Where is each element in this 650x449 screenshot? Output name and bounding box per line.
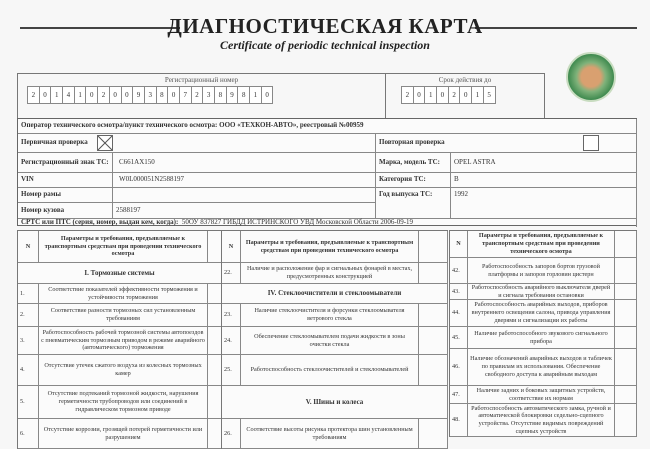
registration-digit: 2 — [97, 86, 110, 104]
item-text: Соответствие показателей эффективности торможения и устойчивости торможения — [39, 284, 208, 303]
item-number: 24. — [222, 327, 241, 354]
plate-value: С661АХ150 — [113, 153, 376, 173]
item-number: 26. — [222, 419, 241, 448]
item-number: 4. — [18, 355, 39, 385]
primary-check-checkbox[interactable] — [97, 135, 113, 151]
table-row — [450, 284, 637, 300]
primary-check-label: Первичная проверка — [18, 134, 376, 153]
item-text: Отсутствие коррозии, грозящей потерей герметичности или разрушением — [39, 419, 208, 448]
item-mark-cell[interactable] — [615, 327, 637, 348]
registration-doc-label: СРТС или ПТС (серия, номер, выдан кем, когда): — [21, 218, 179, 227]
make-value: OPEL ASTRA — [451, 153, 637, 173]
item-mark-cell[interactable] — [208, 304, 222, 326]
registration-digit: 8 — [237, 86, 250, 104]
item-mark-cell[interactable] — [615, 404, 637, 436]
mark-column-header — [419, 231, 448, 262]
validity-digit: 1 — [424, 86, 437, 104]
validity-digit: 0 — [413, 86, 426, 104]
table-row — [450, 386, 637, 404]
checklist-table-3 — [449, 230, 637, 437]
validity-digit: 1 — [471, 86, 484, 104]
item-text: Работоспособность аварийного выключателя дверей и сигнала требования остановки — [468, 284, 615, 299]
registration-number-label: Регистрационный номер — [164, 76, 239, 84]
repeat-check-label: Повторная проверка — [376, 134, 637, 153]
item-number: 6. — [18, 419, 39, 448]
category-label: Категория ТС: — [376, 173, 451, 188]
table-row — [222, 263, 448, 284]
section-row — [222, 284, 448, 304]
section-row — [222, 386, 448, 419]
registration-digit: 2 — [191, 86, 204, 104]
item-text: Обеспечение стеклоомывателем подачи жидкости в зоны очистки стекла — [241, 327, 419, 354]
item-number: 5. — [18, 386, 39, 418]
table-row — [18, 284, 222, 304]
item-number: 42. — [450, 258, 468, 283]
cross-mark-icon — [98, 136, 112, 150]
item-text: Наличие работоспособного звукового сигнального прибора — [468, 327, 615, 348]
item-number: 1. — [18, 284, 39, 303]
validity-digit: 0 — [459, 86, 472, 104]
table-row — [222, 419, 448, 449]
item-mark-cell[interactable] — [615, 349, 637, 385]
item-text: Соответствие высоты рисунка протектора шин установленным требованиям — [241, 419, 419, 448]
mark-column-header — [208, 231, 222, 262]
table-row — [18, 355, 222, 386]
checklist-table-2 — [221, 230, 448, 449]
section-title: V. Шины и колеса — [222, 386, 448, 418]
emblem-logo — [566, 52, 616, 102]
item-number: 23. — [222, 304, 241, 326]
registration-digit: 0 — [261, 86, 274, 104]
validity-label: Срок действия до — [438, 76, 492, 84]
mark-column-header — [615, 231, 637, 257]
registration-digit: 0 — [109, 86, 122, 104]
vehicle-info-table — [17, 118, 637, 226]
table-row — [450, 404, 637, 437]
checklist-table-1 — [17, 230, 222, 449]
registration-doc-value: 50ОУ 837827 ГИБДД ИСТРИНСКОГО УВД Московской Области 2006-09-19 — [181, 218, 414, 227]
table-row — [222, 355, 448, 386]
table-row — [18, 304, 222, 327]
item-text: Работоспособность рабочей тормозной системы автопоездов с пневматическим тормозным приводом в режиме аварийного (автоматического) торможения — [39, 327, 208, 354]
item-number: 25. — [222, 355, 241, 385]
registration-digit: 7 — [179, 86, 192, 104]
registration-digit: 4 — [62, 86, 75, 104]
section-title: IV. Стеклоочистители и стеклоомыватели — [222, 284, 448, 303]
registration-digits — [28, 86, 273, 104]
param-column-header: Параметры и требования, предъявляемые к транспортным средствам при проведении технического осмотра — [241, 231, 419, 262]
item-text: Наличие задних и боковых защитных устройств, соответствие их нормам — [468, 386, 615, 403]
table-row — [18, 419, 222, 449]
validity-digits — [402, 86, 496, 104]
item-number: 44. — [450, 300, 468, 326]
registration-digit: 9 — [132, 86, 145, 104]
table-row — [450, 349, 637, 386]
registration-digit: 0 — [121, 86, 134, 104]
plate-label: Регистрационный знак ТС: — [18, 153, 113, 173]
table-row — [450, 258, 637, 284]
validity-digit: 0 — [436, 86, 449, 104]
frame-label: Номер рамы — [18, 188, 113, 203]
item-text: Наличие обозначений аварийных выходов и табличек по правилам их использования. Обеспечение свободного доступа к аварийным выходам — [468, 349, 615, 385]
frame-value — [113, 188, 376, 203]
registration-digit: 2 — [27, 86, 40, 104]
item-mark-cell[interactable] — [208, 419, 222, 448]
vin-label: VIN — [18, 173, 113, 188]
item-number: 43. — [450, 284, 468, 299]
item-number: 3. — [18, 327, 39, 354]
registration-digit: 0 — [39, 86, 52, 104]
n-column-header: N — [222, 231, 241, 262]
item-mark-cell[interactable] — [419, 355, 448, 385]
section-title: I. Тормозные системы — [18, 263, 222, 283]
item-text: Работоспособность аварийных выходов, приборов внутреннего освещения салона, привода управления дверями и сигнализации их работы — [468, 300, 615, 326]
item-mark-cell[interactable] — [208, 327, 222, 354]
validity-digit: 2 — [401, 86, 414, 104]
body-value: 2588197 — [113, 203, 376, 219]
item-number: 46. — [450, 349, 468, 385]
item-mark-cell[interactable] — [615, 284, 637, 299]
item-mark-cell[interactable] — [615, 386, 637, 403]
validity-digit: 2 — [448, 86, 461, 104]
vin-value: W0L000051N2588197 — [113, 173, 376, 188]
table-row — [450, 300, 637, 327]
validity-digit: 5 — [483, 86, 496, 104]
item-number: 45. — [450, 327, 468, 348]
section-row — [18, 263, 222, 284]
table-row — [222, 304, 448, 327]
item-number: 2. — [18, 304, 39, 326]
table-header-row — [18, 231, 222, 263]
page-title: ДИАГНОСТИЧЕСКАЯ КАРТА — [167, 14, 483, 38]
make-label: Марка, модель ТС: — [376, 153, 451, 173]
year-value: 1992 — [451, 188, 637, 219]
item-text: Наличие стеклоочистителя и форсунки стеклоомывателя ветрового стекла — [241, 304, 419, 326]
param-column-header: Параметры и требования, предъявляемые к транспортным средствам при проведении технического осмотра — [39, 231, 208, 262]
page-subtitle: Certificate of periodic technical inspection — [220, 38, 430, 52]
table-row — [222, 327, 448, 355]
item-text: Соответствие разности тормозных сил установленным требованиям — [39, 304, 208, 326]
item-text: Отсутствие утечек сжатого воздуха из колесных тормозных камер — [39, 355, 208, 385]
registration-digit: 9 — [226, 86, 239, 104]
operator-text: Оператор технического осмотра/пункт технического осмотра: ООО «ТЕХКОН-АВТО», реестровый №00959 — [18, 119, 637, 134]
registration-digit: 3 — [144, 86, 157, 104]
registration-digit: 8 — [214, 86, 227, 104]
item-mark-cell[interactable] — [419, 419, 448, 448]
item-text: Работоспособность автоматического замка, ручной и автоматической блокировки седельно-сцепного устройства. Отсутствие видимых повреждений сцепных устройств — [468, 404, 615, 436]
table-row — [18, 386, 222, 419]
item-mark-cell[interactable] — [615, 300, 637, 326]
registration-digit: 0 — [85, 86, 98, 104]
item-mark-cell[interactable] — [208, 284, 222, 303]
item-number: 22. — [222, 263, 241, 283]
item-number: 47. — [450, 386, 468, 403]
registration-digit: 1 — [74, 86, 87, 104]
n-column-header: N — [18, 231, 39, 262]
item-mark-cell[interactable] — [419, 304, 448, 326]
year-label: Год выпуска ТС: — [376, 188, 451, 219]
registration-digit: 3 — [202, 86, 215, 104]
item-text: Работоспособность запоров бортов грузовой платформы и запоров горловин цистерн — [468, 258, 615, 283]
category-value: B — [451, 173, 637, 188]
param-column-header: Параметры и требования, предъявляемые к транспортным средствам при проведении технического осмотра — [468, 231, 615, 257]
item-mark-cell[interactable] — [615, 258, 637, 283]
item-mark-cell[interactable] — [208, 386, 222, 418]
table-row — [18, 327, 222, 355]
registration-digit: 1 — [50, 86, 63, 104]
registration-digit: 0 — [167, 86, 180, 104]
item-text: Работоспособность стеклоочистителей и стеклоомывателей — [241, 355, 419, 385]
registration-digit: 1 — [249, 86, 262, 104]
repeat-check-checkbox[interactable] — [583, 135, 599, 151]
registration-digit: 8 — [156, 86, 169, 104]
item-mark-cell[interactable] — [419, 327, 448, 354]
item-text: Отсутствие подтеканий тормозной жидкости, нарушения герметичности трубопроводов или соединений в гидравлическом тормозном приводе — [39, 386, 208, 418]
table-header-row — [222, 231, 448, 263]
item-number: 48. — [450, 404, 468, 436]
item-text: Наличие и расположение фар и сигнальных фонарей в местах, предусмотренных конструкцией — [241, 263, 419, 283]
registration-doc — [18, 219, 637, 227]
item-mark-cell[interactable] — [419, 263, 448, 283]
n-column-header: N — [450, 231, 468, 257]
body-label: Номер кузова — [18, 203, 113, 219]
item-mark-cell[interactable] — [208, 355, 222, 385]
table-header-row — [450, 231, 637, 258]
table-row — [450, 327, 637, 349]
